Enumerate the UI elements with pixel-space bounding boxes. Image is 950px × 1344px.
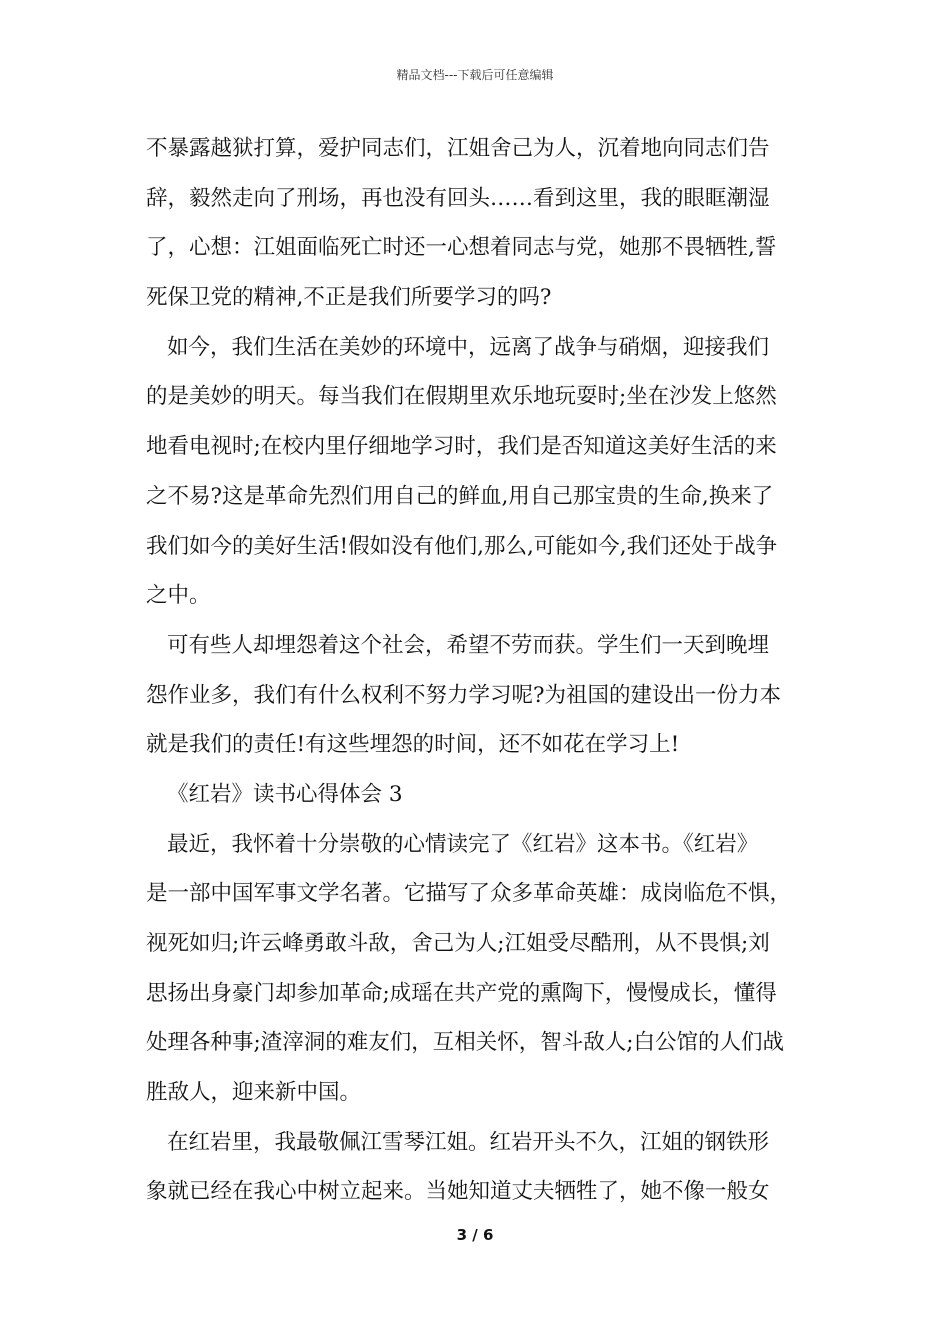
text-line: 是一部中国军事文学名著。它描写了众多革命英雄：成岗临危不惧， — [146, 881, 792, 907]
text-line: 胜敌人，迎来新中国。 — [146, 1080, 362, 1106]
text-line: 死保卫党的精神,不正是我们所要学习的吗? — [146, 285, 552, 311]
text-line: 处理各种事;渣滓洞的难友们，互相关怀，智斗敌人;白公馆的人们战 — [146, 1030, 784, 1056]
page-header: 精品文档---下载后可任意编辑 — [396, 68, 554, 82]
text-line: 地看电视时;在校内里仔细地学习时，我们是否知道这美好生活的来 — [146, 434, 777, 460]
text-line: 之中。 — [146, 583, 211, 609]
text-line: 视死如归;许云峰勇敢斗敌，舍己为人;江姐受尽酷刑，从不畏惧;刘 — [146, 931, 770, 956]
text-line: 在红岩里，我最敬佩江雪琴江姐。红岩开头不久，江姐的钢铁形 — [167, 1129, 770, 1155]
text-line: 就是我们的责任!有这些埋怨的时间，还不如花在学习上! — [146, 732, 680, 758]
text-line: 辞，毅然走向了刑场，再也没有回头……看到这里，我的眼眶潮湿 — [146, 185, 770, 211]
text-line: 可有些人却埋怨着这个社会，希望不劳而获。学生们一天到晚埋 — [167, 632, 770, 658]
text-line: 怨作业多，我们有什么权利不努力学习呢?为祖国的建设出一份力本 — [146, 682, 782, 708]
text-line: 之不易?这是革命先烈们用自己的鲜血,用自己那宝贵的生命,换来了 — [146, 483, 774, 509]
text-line: 我们如今的美好生活!假如没有他们,那么,可能如今,我们还处于战争 — [146, 533, 778, 559]
text-line: 思扬出身豪门却参加革命;成瑶在共产党的熏陶下，慢慢成长，懂得 — [146, 980, 777, 1006]
text-line: 最近，我怀着十分崇敬的心情读完了《红岩》这本书。《红岩》 — [167, 831, 759, 857]
text-line: 如今，我们生活在美妙的环境中，远离了战争与硝烟，迎接我们 — [167, 334, 770, 360]
text-line: 不暴露越狱打算，爱护同志们，江姐舍己为人，沉着地向同志们告 — [146, 136, 770, 161]
text-line: 象就已经在我心中树立起来。当她知道丈夫牺牲了，她不像一般女 — [146, 1179, 770, 1205]
section-heading: 《红岩》读书心得体会 3 — [167, 781, 403, 807]
text-line: 的是美妙的明天。每当我们在假期里欢乐地玩耍时;坐在沙发上悠然 — [146, 384, 777, 410]
text-line: 了，心想：江姐面临死亡时还一心想着同志与党，她那不畏牺牲,誓 — [146, 235, 777, 261]
document-body — [146, 128, 826, 1221]
page-number: 3 / 6 — [456, 1226, 494, 1244]
